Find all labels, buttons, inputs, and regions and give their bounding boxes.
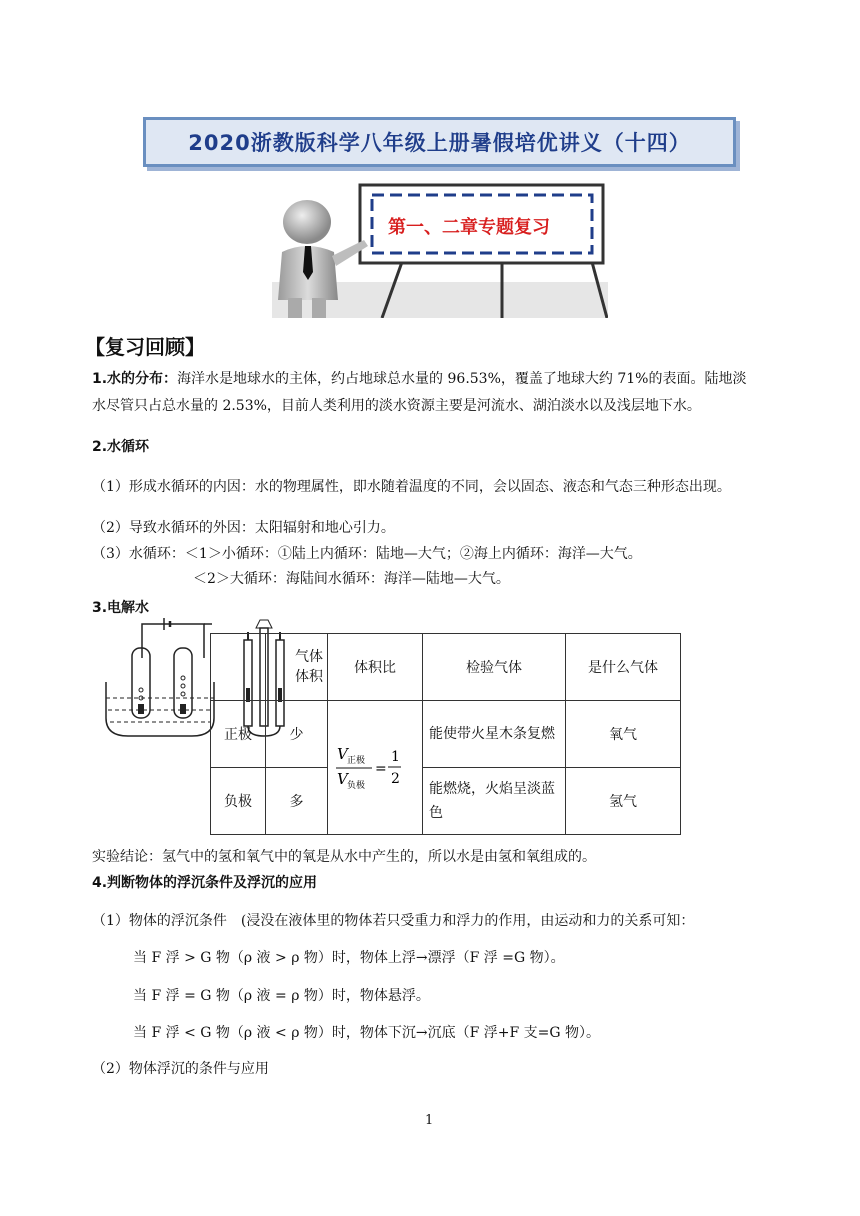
water-cycle-item3: （3）水循环：＜1＞小循环：①陆上内循环：陆地—大气；②海上内循环：海洋—大气。 — [92, 546, 642, 562]
water-cycle-item2: （2）导致水循环的外因：太阳辐射和地心引力。 — [92, 520, 395, 536]
water-distribution-heading: 1.水的分布： — [92, 371, 178, 387]
ratio-v-bottom: V — [337, 769, 348, 788]
section-review-heading: 【复习回顾】 — [85, 335, 205, 359]
page-number: 1 — [425, 1113, 434, 1128]
ratio-denominator: 2 — [391, 770, 400, 787]
ratio-numerator: 1 — [391, 748, 400, 765]
test-negative: 能燃烧，火焰呈淡蓝色 — [423, 768, 566, 835]
water-distribution-line1 — [92, 368, 746, 390]
water-cycle-item1: （1）形成水循环的内因：水的物理属性，即水随着温度的不同，会以固态、液态和气态三种形态出现。 — [92, 479, 731, 495]
water-distribution-line2: 水尽管只占总水量的 2.53%，目前人类利用的淡水资源主要是河流水、湖泊淡水以及浅层地下水。 — [92, 398, 701, 414]
table-row — [211, 768, 681, 835]
header-gas-type: 是什么气体 — [566, 634, 681, 701]
buoyancy-condition-float: 当 F 浮 > G 物（ρ 液 > ρ 物）时，物体上浮→漂浮（F 浮 =G 物）。 — [133, 950, 565, 966]
buoyancy-item1: （1）物体的浮沉条件 (浸没在液体里的物体若只受重力和浮力的作用，由运动和力的关系可知： — [92, 913, 695, 929]
volume-ratio-formula — [335, 741, 415, 791]
header-test-gas: 检验气体 — [423, 634, 566, 701]
buoyancy-condition-suspend: 当 F 浮 = G 物（ρ 液 = ρ 物）时，物体悬浮。 — [133, 988, 430, 1004]
electrolysis-conclusion: 实验结论：氢气中的氢和氧气中的氧是从水中产生的，所以水是由氢和氧组成的。 — [92, 849, 596, 865]
corner-label-volume: 体积 — [295, 669, 323, 685]
table-corner-blank — [211, 634, 266, 701]
volume-ratio-cell — [328, 701, 423, 835]
ratio-sub-pos: 正极 — [347, 755, 366, 766]
buoyancy-condition-sink: 当 F 浮 < G 物（ρ 液 < ρ 物）时，物体下沉→沉底（F 浮+F 支=G 物）。 — [133, 1025, 601, 1041]
page-title: 2020浙教版科学八年级上册暑假培优讲义（十四） — [188, 131, 691, 155]
svg-text:=: = — [375, 760, 387, 777]
gas-positive: 氧气 — [566, 701, 681, 768]
table-row — [211, 701, 681, 768]
header-volume-ratio: 体积比 — [328, 634, 423, 701]
water-distribution-text1: 海洋水是地球水的主体，约占地球总水量的 96.53%，覆盖了地球大约 71%的表面。陆地淡 — [177, 371, 747, 387]
volume-negative: 多 — [266, 768, 328, 835]
volume-positive: 少 — [266, 701, 328, 768]
gas-negative: 氢气 — [566, 768, 681, 835]
ratio-v-top: V — [337, 744, 348, 763]
corner-label-gas: 气体 — [295, 649, 323, 665]
electrolysis-table — [210, 633, 681, 835]
ratio-sub-neg: 负极 — [347, 780, 366, 791]
electrode-positive: 正极 — [211, 701, 266, 768]
table-corner-header — [266, 634, 328, 701]
test-positive: 能使带火星木条复燃 — [423, 701, 566, 768]
buoyancy-item2: （2）物体浮沉的条件与应用 — [92, 1061, 269, 1077]
title-banner — [143, 117, 736, 167]
electrode-negative: 负极 — [211, 768, 266, 835]
electrolysis-heading: 3.电解水 — [92, 600, 150, 616]
water-cycle-heading: 2.水循环 — [92, 439, 150, 455]
water-cycle-item3b: ＜2＞大循环：海陆间水循环：海洋—陆地—大气。 — [193, 571, 510, 587]
presenter-board-illustration — [272, 182, 608, 318]
board-label: 第一、二章专题复习 — [388, 217, 550, 238]
buoyancy-heading: 4.判断物体的浮沉条件及浮沉的应用 — [92, 875, 318, 891]
